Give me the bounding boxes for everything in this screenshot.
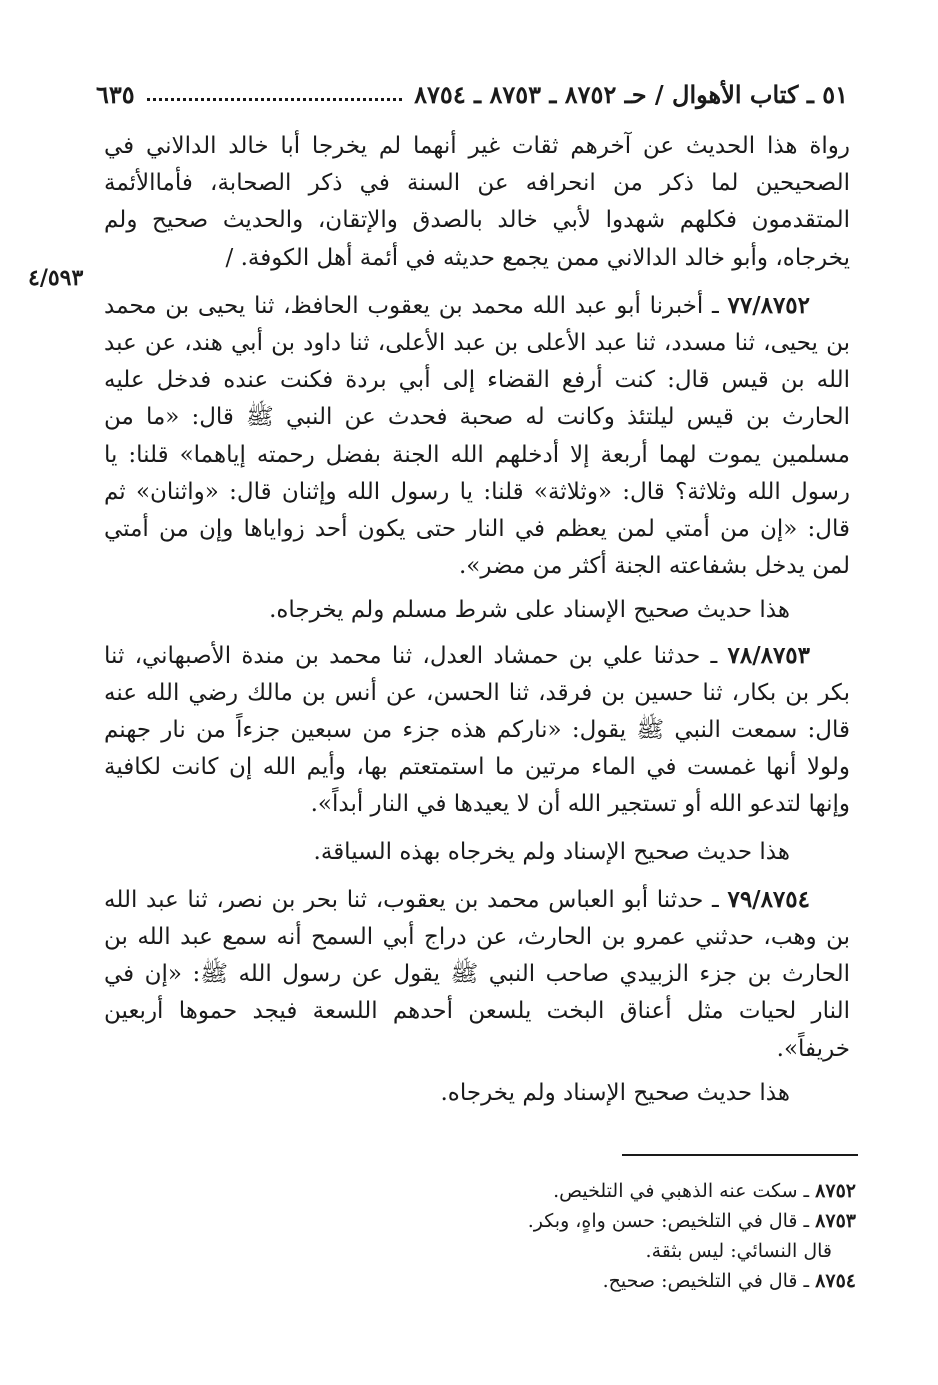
footnote-text: ـ قال في التلخيص: صحيح. [602,1270,810,1292]
verdict-8753: هذا حديث صحيح الإسناد ولم يخرجاه بهذه السياقة. [313,838,790,865]
hadith-8753 [104,637,850,824]
verdict-8752: هذا حديث صحيح الإسناد على شرط مسلم ولم يخرجاه. [269,597,790,624]
hadith-text: ـ حدثنا علي بن حمشاد العدل، ثنا محمد بن مندة الأصبهاني، ثنا بكر بن بكار، ثنا حسين بن فرقد، ثنا الحسن، عن أنس بن مالك رضي الله عنه قال: سمعت النبي ﷺ يقول: «ناركم هذه جزء من سبعين جزءاً من نار جهنم ولولا أنها غمست في الماء مرتين ما استمتعتم بها، وأيم الله إن كانت لكافية وإنها لتدعو الله أو تستجير الله أن لا يعيدها في النار أبداً». [104,642,850,818]
header-title: ٥١ ـ كتاب الأهوال / حـ ٨٧٥٢ ـ ٨٧٥٣ ـ ٨٧٥٤ [414,79,848,109]
footnote-number: ٨٧٥٢ [815,1180,856,1202]
footnote-8752 [300,1176,856,1206]
verdict-8754: هذا حديث صحيح الإسناد ولم يخرجاه. [440,1079,790,1106]
margin-reference: ٤/٥٩٣ [28,265,84,291]
main-text [104,128,850,1112]
header-dot-leader [147,98,402,101]
hadith-8754 [104,881,850,1068]
hadith-text: ـ حدثنا أبو العباس محمد بن يعقوب، ثنا بحر بن نصر، ثنا عبد الله بن وهب، حدثني عمرو بن الحارث، عن دراج أبي السمح أنه سمع عبد الله بن الحارث بن جزء الزبيدي صاحب النبي ﷺ يقول عن رسول الله ﷺ: «إن في النار لحيات مثل أعناق البخت يلسعن أحدهم اللسعة فيجد حموها أربعين خريفاً». [104,886,850,1062]
hadith-number: ٧٩/٨٧٥٤ [727,885,810,913]
footnote-8753-continued: قال النسائي: ليس بثقة. [645,1240,832,1262]
running-header [96,74,848,114]
footnote-8753 [300,1206,856,1236]
hadith-number: ٧٨/٨٧٥٣ [727,641,811,669]
footnote-text: ـ سكت عنه الذهبي في التلخيص. [553,1180,810,1202]
footnote-separator [622,1154,858,1156]
page-number: ٦٣٥ [96,79,135,109]
footnote-8754 [300,1266,856,1296]
opening-paragraph: رواة هذا الحديث عن آخرهم ثقات غير أنهما لم يخرجا أبا خالد الدالاني في الصحيحين لما ذكر من انحرافه عن السنة في ذكر الصحابة، فأماالأئمة المتقدمون فكلهم شهدوا لأبي خالد بالصدق والإتقان، والحديث صحيح ولم يخرجاه، وأبو خالد الدالاني ممن يجمع حديثه في أئمة أهل الكوفة. / [104,133,850,271]
footnote-number: ٨٧٥٤ [815,1270,856,1292]
footnote-number: ٨٧٥٣ [815,1210,856,1232]
footnotes [300,1176,856,1296]
hadith-text: ـ أخبرنا أبو عبد الله محمد بن يعقوب الحافظ، ثنا يحيى بن محمد بن يحيى، ثنا مسدد، ثنا عبد الأعلى بن عبد الأعلى، ثنا داود بن أبي هند، عن عبد الله بن قيس قال: كنت أرفع القضاء إلى أبي بردة فكنت عنده فدخل عليه الحارث بن قيس ليلتئذ وكانت له صحبة فحدث عن النبي ﷺ قال: «ما من مسلمين يموت لهما أربعة إلا أدخلهم الله الجنة بفضل رحمته إياهما» قلنا: يا رسول الله وثلاثة؟ قال: «وثلاثة» قلنا: يا رسول الله وإثنان قال: «واثنان» ثم قال: «إن من أمتي لمن يعظم في النار حتى يكون أحد زواياها وإن من أمتي لمن يدخل بشفاعته الجنة أكثر من مضر». [104,292,850,580]
hadith-number: ٧٧/٨٧٥٢ [727,291,811,319]
hadith-8752 [104,287,850,586]
footnote-text: ـ قال في التلخيص: حسن واهٍ، وبكر. [527,1210,810,1232]
